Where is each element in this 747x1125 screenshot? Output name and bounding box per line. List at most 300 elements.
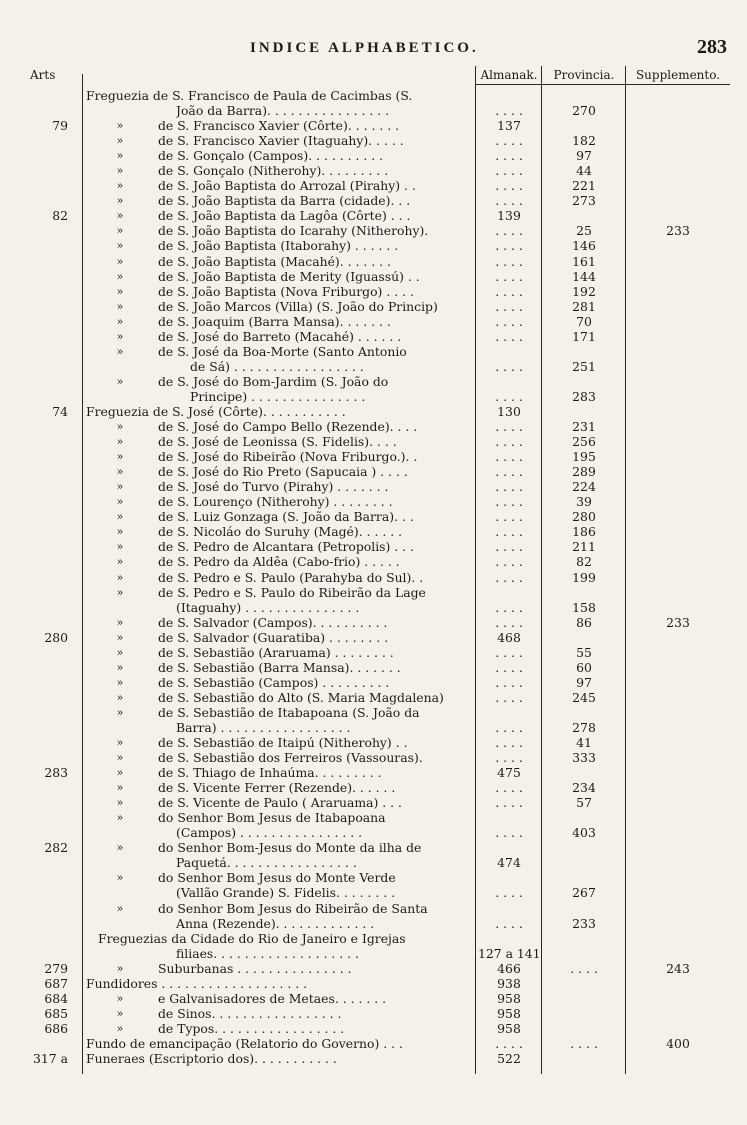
almanak-page: . . . .	[495, 659, 523, 675]
almanak-page: 475	[497, 765, 521, 781]
index-row	[0, 810, 747, 825]
provincia-page: . . . .	[570, 960, 598, 976]
almanak-page: . . . .	[495, 554, 523, 570]
entry-text: de S. Vicente de Paulo ( Araruama) . . .	[158, 795, 402, 811]
entry-text: de S. João Baptista de Merity (Iguassú) . .	[158, 268, 420, 284]
almanak-page: . . . .	[495, 479, 523, 495]
almanak-page: . . . .	[495, 509, 523, 525]
almanak-page: . . . .	[495, 464, 523, 480]
entry-text: de S. José do Turvo (Pirahy) . . . . . . .	[158, 479, 389, 495]
index-row	[0, 840, 747, 855]
almanak-page: . . . .	[495, 419, 523, 435]
entry-text: Fundo de emancipação (Relatorio do Governo) . . .	[86, 1035, 403, 1051]
provincia-page: 41	[576, 735, 592, 751]
ditto-mark: »	[116, 435, 124, 449]
provincia-page: 186	[572, 524, 596, 540]
entry-text: de S. Sebastião de Itaipú (Nitherohy) . .	[158, 735, 408, 751]
entry-text: de S. João Baptista (Itaborahy) . . . . . .	[158, 238, 399, 254]
supplemento-page: 233	[666, 614, 690, 630]
entry-text: Paquetá. . . . . . . . . . . . . . . . .	[176, 855, 357, 871]
entry-text: de S. Pedro da Aldêa (Cabo-frio) . . . . .	[158, 554, 400, 570]
provincia-page: 234	[572, 780, 596, 796]
art-number: 687	[44, 975, 68, 991]
index-row	[0, 419, 747, 434]
index-row	[0, 254, 747, 269]
index-row	[0, 780, 747, 795]
provincia-page: 39	[576, 494, 592, 510]
ditto-mark: »	[116, 239, 124, 253]
provincia-page: 221	[572, 178, 596, 194]
index-row	[0, 449, 747, 464]
almanak-page: . . . .	[495, 223, 523, 239]
almanak-page: 127 a 141	[478, 945, 541, 961]
entry-text: e Galvanisadores de Metaes. . . . . . .	[158, 990, 387, 1006]
almanak-page: . . . .	[495, 750, 523, 766]
provincia-page: . . . .	[570, 1035, 598, 1051]
almanak-page: 139	[497, 208, 521, 224]
provincia-page: 283	[572, 388, 596, 404]
entry-text: de S. Francisco Xavier (Côrte). . . . . . .	[158, 118, 400, 134]
entry-text: Freguezias da Cidade do Rio de Janeiro e Igrejas	[98, 930, 406, 946]
index-row	[0, 103, 747, 118]
entry-text: de S. Gonçalo (Nitherohy). . . . . . . . .	[158, 163, 389, 179]
index-row	[0, 1051, 747, 1066]
entry-text: Suburbanas . . . . . . . . . . . . . . .	[158, 960, 352, 976]
art-number: 684	[44, 990, 68, 1006]
provincia-page: 270	[572, 103, 596, 119]
provincia-page: 281	[572, 298, 596, 314]
ditto-mark: »	[116, 585, 124, 599]
provincia-page: 278	[572, 719, 596, 735]
column-header-almanak: Almanak.	[480, 68, 538, 82]
entry-text: de S. José do Campo Bello (Rezende). . . .	[158, 419, 418, 435]
provincia-page: 158	[572, 599, 596, 615]
ditto-mark: »	[116, 690, 124, 704]
ditto-mark: »	[116, 615, 124, 629]
index-row	[0, 118, 747, 133]
index-row	[0, 991, 747, 1006]
index-row	[0, 464, 747, 479]
almanak-page: . . . .	[495, 103, 523, 119]
almanak-page: . . . .	[495, 148, 523, 164]
ditto-mark: »	[116, 510, 124, 524]
index-row	[0, 494, 747, 509]
provincia-page: 251	[572, 358, 596, 374]
index-row	[0, 976, 747, 991]
index-row	[0, 795, 747, 810]
index-row	[0, 193, 747, 208]
ditto-mark: »	[116, 119, 124, 133]
provincia-page: 267	[572, 885, 596, 901]
art-number: 74	[52, 403, 68, 419]
ditto-mark: »	[116, 705, 124, 719]
art-number: 82	[52, 208, 68, 224]
almanak-page: . . . .	[495, 569, 523, 585]
provincia-page: 82	[576, 554, 592, 570]
entry-text: de S. Pedro de Alcantara (Petropolis) . . .	[158, 539, 414, 555]
index-row	[0, 735, 747, 750]
entry-text: do Senhor Bom-Jesus do Monte da ilha de	[158, 840, 422, 856]
index-row	[0, 238, 747, 253]
entry-text: de S. José do Ribeirão (Nova Friburgo.). .	[158, 449, 418, 465]
entry-text: de S. João Marcos (Villa) (S. João do Princip)	[158, 298, 438, 314]
almanak-page: . . . .	[495, 689, 523, 705]
index-row	[0, 479, 747, 494]
ditto-mark: »	[116, 344, 124, 358]
art-number: 283	[44, 765, 68, 781]
provincia-page: 97	[576, 148, 592, 164]
index-row	[0, 961, 747, 976]
index-row	[0, 690, 747, 705]
art-number: 280	[44, 629, 68, 645]
entry-text: de S. João Baptista da Barra (cidade). . .	[158, 193, 411, 209]
almanak-page: . . . .	[495, 674, 523, 690]
almanak-page: . . . .	[495, 524, 523, 540]
index-row	[0, 720, 747, 735]
provincia-page: 161	[572, 253, 596, 269]
entry-text: de S. Sebastião dos Ferreiros (Vassouras).	[158, 750, 423, 766]
entry-text: de S. Sebastião (Araruama) . . . . . . . .	[158, 644, 394, 660]
index-table	[0, 88, 747, 1066]
ditto-mark: »	[116, 329, 124, 343]
entry-text: de S. João Baptista do Icarahy (Nitherohy).	[158, 223, 429, 239]
index-row	[0, 1036, 747, 1051]
provincia-page: 211	[572, 539, 596, 555]
header-rule	[475, 84, 730, 85]
almanak-page: . . . .	[495, 885, 523, 901]
almanak-page: . . . .	[495, 313, 523, 329]
ditto-mark: »	[116, 164, 124, 178]
index-row	[0, 1021, 747, 1036]
almanak-page: 130	[497, 403, 521, 419]
entry-text: de S. José da Boa-Morte (Santo Antonio	[158, 343, 407, 359]
index-row	[0, 329, 747, 344]
ditto-mark: »	[116, 811, 124, 825]
entry-text: Freguezia de S. José (Côrte). . . . . . . . . . .	[86, 403, 346, 419]
column-header-provincia: Provincia.	[553, 68, 615, 82]
entry-text: de Sá) . . . . . . . . . . . . . . . . .	[190, 358, 364, 374]
almanak-page: . . . .	[495, 614, 523, 630]
index-row	[0, 208, 747, 223]
ditto-mark: »	[116, 420, 124, 434]
entry-text: Barra) . . . . . . . . . . . . . . . . .	[176, 719, 351, 735]
ditto-mark: »	[116, 766, 124, 780]
entry-text: do Senhor Bom Jesus de Itabapoana	[158, 810, 386, 826]
art-number: 279	[44, 960, 68, 976]
entry-text: do Senhor Bom Jesus do Ribeirão de Santa	[158, 900, 428, 916]
entry-text: de S. João Baptista (Macahé). . . . . . .	[158, 253, 391, 269]
ditto-mark: »	[116, 991, 124, 1005]
ditto-mark: »	[116, 284, 124, 298]
ditto-mark: »	[116, 224, 124, 238]
ditto-mark: »	[116, 525, 124, 539]
entry-text: de S. João Baptista do Arrozal (Pirahy) . .	[158, 178, 416, 194]
entry-text: (Vallão Grande) S. Fidelis. . . . . . . .	[176, 885, 396, 901]
almanak-page: . . . .	[495, 133, 523, 149]
provincia-page: 70	[576, 313, 592, 329]
index-row	[0, 269, 747, 284]
almanak-page: . . . .	[495, 915, 523, 931]
provincia-page: 195	[572, 449, 596, 465]
provincia-page: 146	[572, 238, 596, 254]
ditto-mark: »	[116, 134, 124, 148]
entry-text: de S. José do Rio Preto (Sapucaia ) . . . .	[158, 464, 408, 480]
almanak-page: . . . .	[495, 449, 523, 465]
provincia-page: 224	[572, 479, 596, 495]
almanak-page: . . . .	[495, 358, 523, 374]
ditto-mark: »	[116, 149, 124, 163]
index-row	[0, 1006, 747, 1021]
entry-text: filiaes. . . . . . . . . . . . . . . . . . .	[176, 945, 359, 961]
index-row	[0, 509, 747, 524]
almanak-page: 468	[497, 629, 521, 645]
provincia-page: 231	[572, 419, 596, 435]
almanak-page: 958	[497, 1020, 521, 1036]
index-row	[0, 750, 747, 765]
almanak-page: . . . .	[495, 735, 523, 751]
art-number: 686	[44, 1020, 68, 1036]
art-number: 282	[44, 840, 68, 856]
provincia-page: 57	[576, 795, 592, 811]
provincia-page: 171	[572, 328, 596, 344]
entry-text: Funeraes (Escriptorio dos). . . . . . . . . . .	[86, 1051, 337, 1066]
almanak-page: . . . .	[495, 644, 523, 660]
provincia-page: 233	[572, 915, 596, 931]
provincia-page: 144	[572, 268, 596, 284]
index-row	[0, 705, 747, 720]
entry-text: de S. Nicoláo do Suruhy (Magé). . . . . .	[158, 524, 403, 540]
ditto-mark: »	[116, 841, 124, 855]
entry-text: Freguezia de S. Francisco de Paula de Cacimbas (S.	[86, 88, 413, 103]
supplemento-page: 400	[666, 1035, 690, 1051]
provincia-page: 289	[572, 464, 596, 480]
index-row	[0, 901, 747, 916]
supplemento-page: 233	[666, 223, 690, 239]
almanak-page: . . . .	[495, 795, 523, 811]
page-title: INDICE ALPHABETICO.	[250, 40, 479, 56]
almanak-page: 938	[497, 975, 521, 991]
index-row	[0, 359, 747, 374]
ditto-mark: »	[116, 194, 124, 208]
entry-text: de S. Joaquim (Barra Mansa). . . . . . .	[158, 313, 391, 329]
provincia-page: 97	[576, 674, 592, 690]
almanak-page: . . . .	[495, 178, 523, 194]
entry-text: do Senhor Bom Jesus do Monte Verde	[158, 870, 396, 886]
ditto-mark: »	[116, 871, 124, 885]
index-row	[0, 585, 747, 600]
provincia-page: 86	[576, 614, 592, 630]
ditto-mark: »	[116, 1021, 124, 1035]
provincia-page: 273	[572, 193, 596, 209]
provincia-page: 25	[576, 223, 592, 239]
ditto-mark: »	[116, 179, 124, 193]
art-number: 79	[52, 118, 68, 134]
ditto-mark: »	[116, 1006, 124, 1020]
ditto-mark: »	[116, 299, 124, 313]
almanak-page: . . . .	[495, 163, 523, 179]
provincia-page: 60	[576, 659, 592, 675]
entry-text: de S. Sebastião de Itabapoana (S. João da	[158, 704, 420, 720]
index-row	[0, 630, 747, 645]
almanak-page: . . . .	[495, 253, 523, 269]
index-row	[0, 885, 747, 900]
entry-text: de S. Sebastião (Barra Mansa). . . . . . .	[158, 659, 401, 675]
ditto-mark: »	[116, 374, 124, 388]
almanak-page: 522	[497, 1051, 521, 1066]
almanak-page: . . . .	[495, 825, 523, 841]
entry-text: de S. Luiz Gonzaga (S. João da Barra). . .	[158, 509, 414, 525]
entry-text: de S. José do Barreto (Macahé) . . . . . .	[158, 328, 402, 344]
almanak-page: . . . .	[495, 283, 523, 299]
almanak-page: . . . .	[495, 599, 523, 615]
provincia-page: 256	[572, 434, 596, 450]
index-row	[0, 765, 747, 780]
index-row	[0, 645, 747, 660]
index-row	[0, 389, 747, 404]
almanak-page: . . . .	[495, 238, 523, 254]
entry-text: de S. Pedro e S. Paulo do Ribeirão da Lage	[158, 584, 426, 600]
almanak-page: . . . .	[495, 328, 523, 344]
entry-text: de S. Vicente Ferrer (Rezende). . . . . .	[158, 780, 396, 796]
index-row	[0, 148, 747, 163]
almanak-page: . . . .	[495, 539, 523, 555]
ditto-mark: »	[116, 736, 124, 750]
provincia-page: 333	[572, 750, 596, 766]
entry-text: de S. Pedro e S. Paulo (Parahyba do Sul). .	[158, 569, 424, 585]
index-row	[0, 88, 747, 103]
almanak-page: 958	[497, 1005, 521, 1021]
provincia-page: 182	[572, 133, 596, 149]
index-row	[0, 931, 747, 946]
entry-text: de S. Francisco Xavier (Itaguahy). . . . .	[158, 133, 404, 149]
page-number: 283	[697, 36, 727, 58]
index-row	[0, 675, 747, 690]
entry-text: de S. Thiago de Inhaúma. . . . . . . . .	[158, 765, 382, 781]
almanak-page: . . . .	[495, 494, 523, 510]
almanak-page: . . . .	[495, 268, 523, 284]
entry-text: de S. João Baptista da Lagôa (Côrte) . . .	[158, 208, 411, 224]
entry-text: de S. Lourenço (Nitherohy) . . . . . . . .	[158, 494, 393, 510]
column-header-supplemento: Supplemento.	[635, 68, 721, 82]
index-row	[0, 660, 747, 675]
almanak-page: . . . .	[495, 719, 523, 735]
ditto-mark: »	[116, 465, 124, 479]
entry-text: (Campos) . . . . . . . . . . . . . . . .	[176, 825, 363, 841]
almanak-page: 137	[497, 118, 521, 134]
index-row	[0, 163, 747, 178]
ditto-mark: »	[116, 645, 124, 659]
index-row	[0, 570, 747, 585]
entry-text: de Sinos. . . . . . . . . . . . . . . . .	[158, 1005, 342, 1021]
index-row	[0, 946, 747, 961]
ditto-mark: »	[116, 540, 124, 554]
ditto-mark: »	[116, 269, 124, 283]
supplemento-page: 243	[666, 960, 690, 976]
entry-text: Fundidores . . . . . . . . . . . . . . . . . . .	[86, 975, 308, 991]
almanak-page: . . . .	[495, 193, 523, 209]
index-row	[0, 855, 747, 870]
provincia-page: 245	[572, 689, 596, 705]
ditto-mark: »	[116, 495, 124, 509]
provincia-page: 192	[572, 283, 596, 299]
index-row	[0, 314, 747, 329]
entry-text: Principe) . . . . . . . . . . . . . . .	[190, 388, 366, 404]
almanak-page: . . . .	[495, 780, 523, 796]
almanak-page: . . . .	[495, 434, 523, 450]
index-row	[0, 870, 747, 885]
index-row	[0, 825, 747, 840]
almanak-page: . . . .	[495, 298, 523, 314]
entry-text: Anna (Rezende). . . . . . . . . . . . .	[176, 915, 375, 931]
index-row	[0, 404, 747, 419]
entry-text: de S. Sebastião do Alto (S. Maria Magdalena)	[158, 689, 444, 705]
entry-text: de Typos. . . . . . . . . . . . . . . . .	[158, 1020, 345, 1036]
ditto-mark: »	[116, 480, 124, 494]
index-row	[0, 223, 747, 238]
almanak-page: 474	[497, 855, 521, 871]
art-number: 685	[44, 1005, 68, 1021]
index-row	[0, 374, 747, 389]
almanak-page: . . . .	[495, 388, 523, 404]
index-row	[0, 615, 747, 630]
art-number: 317 a	[33, 1051, 68, 1066]
entry-text: de S. João Baptista (Nova Friburgo) . . . .	[158, 283, 414, 299]
provincia-page: 55	[576, 644, 592, 660]
index-row	[0, 524, 747, 539]
entry-text: João da Barra). . . . . . . . . . . . . . . .	[176, 103, 390, 119]
ditto-mark: »	[116, 555, 124, 569]
almanak-page: 466	[497, 960, 521, 976]
almanak-page: . . . .	[495, 1035, 523, 1051]
index-row	[0, 284, 747, 299]
index-row	[0, 916, 747, 931]
ditto-mark: »	[116, 314, 124, 328]
index-row	[0, 299, 747, 314]
index-row	[0, 133, 747, 148]
index-row	[0, 344, 747, 359]
ditto-mark: »	[116, 570, 124, 584]
ditto-mark: »	[116, 781, 124, 795]
index-row	[0, 539, 747, 554]
entry-text: de S. Sebastião (Campos) . . . . . . . . .	[158, 674, 390, 690]
column-header-arts: Arts	[30, 68, 56, 82]
provincia-page: 44	[576, 163, 592, 179]
index-row	[0, 434, 747, 449]
entry-text: de S. José de Leonissa (S. Fidelis). . . .	[158, 434, 397, 450]
entry-text: (Itaguahy) . . . . . . . . . . . . . . .	[176, 599, 360, 615]
ditto-mark: »	[116, 630, 124, 644]
index-row	[0, 554, 747, 569]
index-row	[0, 600, 747, 615]
ditto-mark: »	[116, 961, 124, 975]
ditto-mark: »	[116, 450, 124, 464]
ditto-mark: »	[116, 660, 124, 674]
entry-text: de S. Salvador (Guaratiba) . . . . . . . .	[158, 629, 389, 645]
provincia-page: 199	[572, 569, 596, 585]
index-row	[0, 178, 747, 193]
ditto-mark: »	[116, 254, 124, 268]
provincia-page: 403	[572, 825, 596, 841]
ditto-mark: »	[116, 901, 124, 915]
entry-text: de S. José do Bom-Jardim (S. João do	[158, 373, 389, 389]
almanak-page: 958	[497, 990, 521, 1006]
ditto-mark: »	[116, 796, 124, 810]
provincia-page: 280	[572, 509, 596, 525]
ditto-mark: »	[116, 209, 124, 223]
entry-text: de S. Salvador (Campos). . . . . . . . . .	[158, 614, 388, 630]
ditto-mark: »	[116, 751, 124, 765]
ditto-mark: »	[116, 675, 124, 689]
